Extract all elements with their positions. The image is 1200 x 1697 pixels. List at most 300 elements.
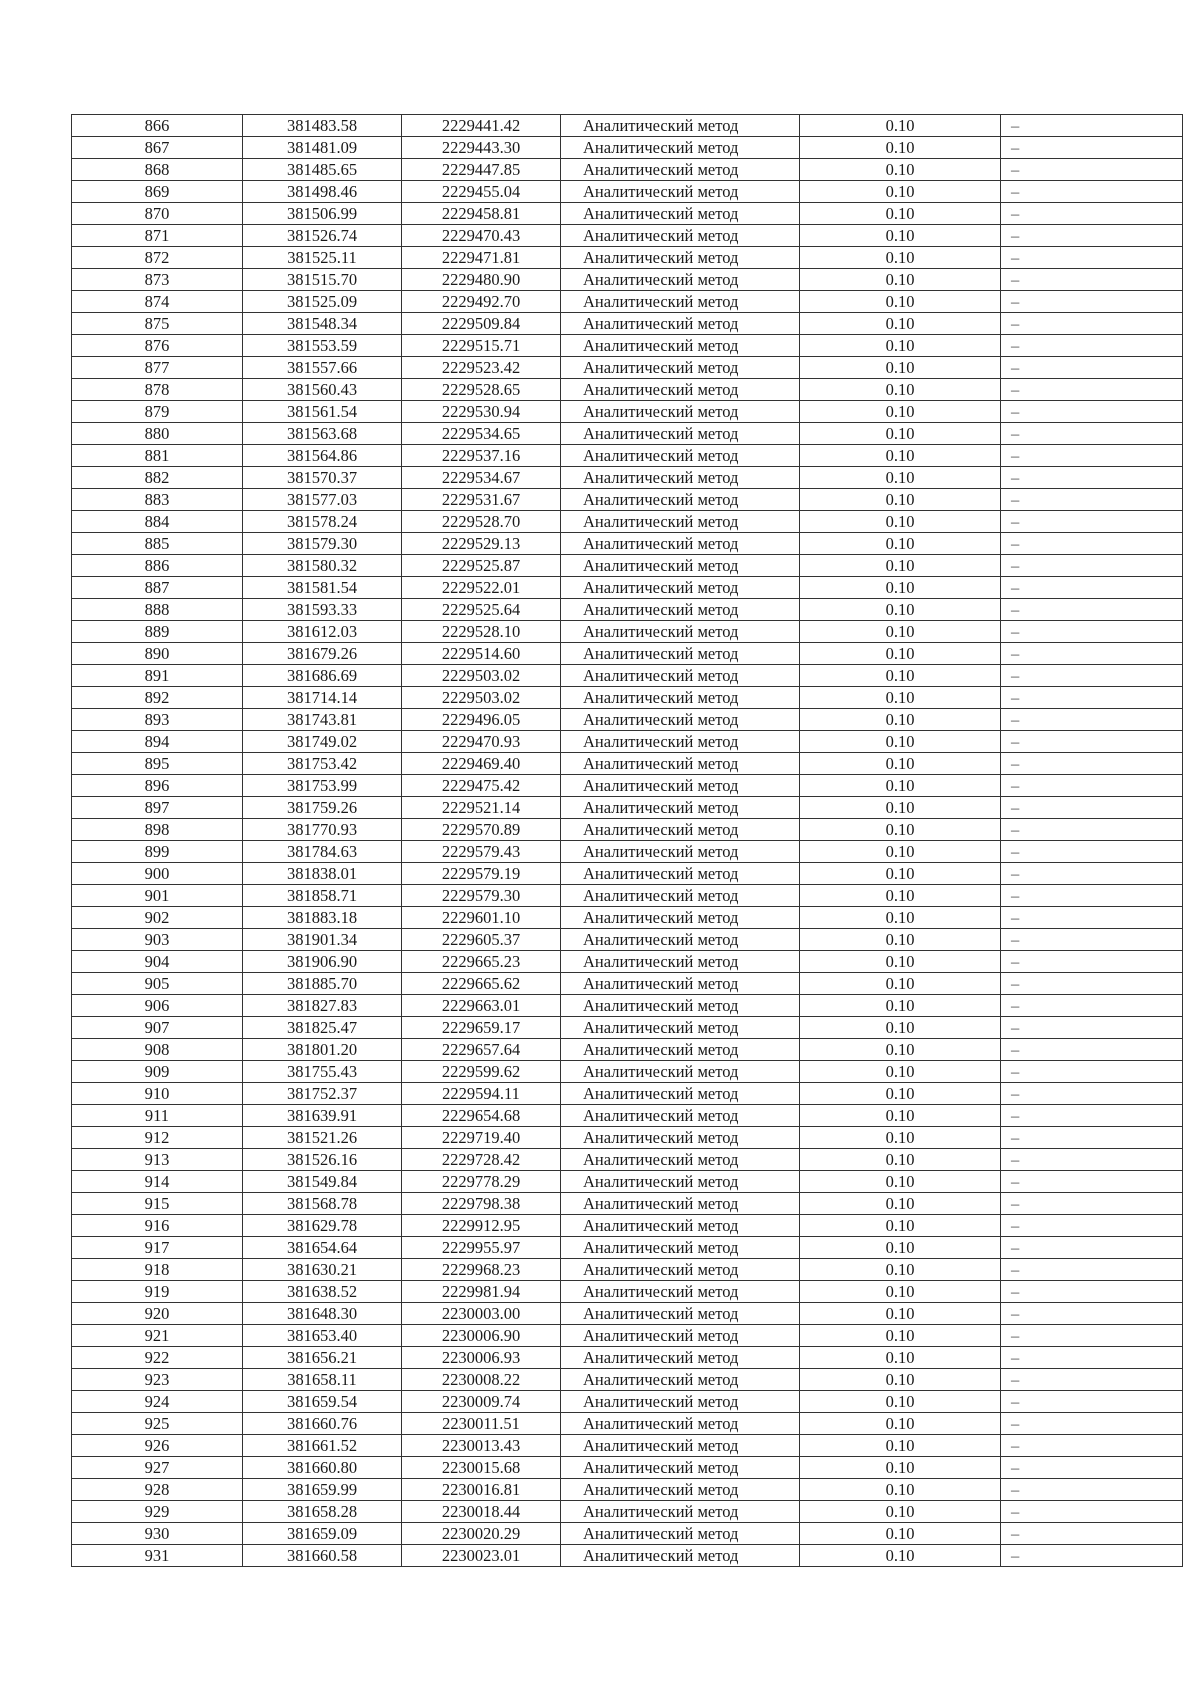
method-cell: Аналитический метод — [561, 1435, 800, 1457]
x-coordinate-cell: 381481.09 — [243, 137, 402, 159]
x-coordinate-cell: 381526.74 — [243, 225, 402, 247]
y-coordinate-cell: 2229441.42 — [402, 115, 561, 137]
method-cell: Аналитический метод — [561, 797, 800, 819]
x-coordinate-cell: 381648.30 — [243, 1303, 402, 1325]
accuracy-cell: 0.10 — [800, 1325, 1001, 1347]
y-coordinate-cell: 2229778.29 — [402, 1171, 561, 1193]
method-cell: Аналитический метод — [561, 445, 800, 467]
y-coordinate-cell: 2229594.11 — [402, 1083, 561, 1105]
note-cell: – — [1001, 1479, 1183, 1501]
table-row — [72, 1127, 1183, 1149]
point-number-cell: 905 — [72, 973, 243, 995]
method-cell: Аналитический метод — [561, 555, 800, 577]
note-cell: – — [1001, 1281, 1183, 1303]
point-number-cell: 919 — [72, 1281, 243, 1303]
method-cell: Аналитический метод — [561, 379, 800, 401]
table-row — [72, 577, 1183, 599]
note-cell: – — [1001, 1435, 1183, 1457]
method-cell: Аналитический метод — [561, 863, 800, 885]
accuracy-cell: 0.10 — [800, 511, 1001, 533]
note-cell: – — [1001, 1061, 1183, 1083]
x-coordinate-cell: 381660.58 — [243, 1545, 402, 1567]
table-row — [72, 1545, 1183, 1567]
accuracy-cell: 0.10 — [800, 995, 1001, 1017]
x-coordinate-cell: 381659.09 — [243, 1523, 402, 1545]
x-coordinate-cell: 381564.86 — [243, 445, 402, 467]
y-coordinate-cell: 2229605.37 — [402, 929, 561, 951]
point-number-cell: 916 — [72, 1215, 243, 1237]
note-cell: – — [1001, 1369, 1183, 1391]
note-cell: – — [1001, 621, 1183, 643]
x-coordinate-cell: 381679.26 — [243, 643, 402, 665]
x-coordinate-cell: 381577.03 — [243, 489, 402, 511]
note-cell: – — [1001, 995, 1183, 1017]
y-coordinate-cell: 2229534.65 — [402, 423, 561, 445]
point-number-cell: 923 — [72, 1369, 243, 1391]
y-coordinate-cell: 2229515.71 — [402, 335, 561, 357]
method-cell: Аналитический метод — [561, 1281, 800, 1303]
method-cell: Аналитический метод — [561, 159, 800, 181]
table-row — [72, 1413, 1183, 1435]
note-cell: – — [1001, 1171, 1183, 1193]
point-number-cell: 927 — [72, 1457, 243, 1479]
note-cell: – — [1001, 599, 1183, 621]
point-number-cell: 901 — [72, 885, 243, 907]
x-coordinate-cell: 381759.26 — [243, 797, 402, 819]
note-cell: – — [1001, 1149, 1183, 1171]
table-row — [72, 1347, 1183, 1369]
x-coordinate-cell: 381656.21 — [243, 1347, 402, 1369]
x-coordinate-cell: 381525.11 — [243, 247, 402, 269]
note-cell: – — [1001, 159, 1183, 181]
x-coordinate-cell: 381557.66 — [243, 357, 402, 379]
y-coordinate-cell: 2229530.94 — [402, 401, 561, 423]
note-cell: – — [1001, 1391, 1183, 1413]
accuracy-cell: 0.10 — [800, 1149, 1001, 1171]
point-number-cell: 924 — [72, 1391, 243, 1413]
x-coordinate-cell: 381661.52 — [243, 1435, 402, 1457]
method-cell: Аналитический метод — [561, 819, 800, 841]
y-coordinate-cell: 2229443.30 — [402, 137, 561, 159]
accuracy-cell: 0.10 — [800, 1171, 1001, 1193]
accuracy-cell: 0.10 — [800, 533, 1001, 555]
note-cell: – — [1001, 423, 1183, 445]
method-cell: Аналитический метод — [561, 709, 800, 731]
accuracy-cell: 0.10 — [800, 1281, 1001, 1303]
note-cell: – — [1001, 313, 1183, 335]
y-coordinate-cell: 2229534.67 — [402, 467, 561, 489]
x-coordinate-cell: 381653.40 — [243, 1325, 402, 1347]
accuracy-cell: 0.10 — [800, 1545, 1001, 1567]
table-row — [72, 1149, 1183, 1171]
point-number-cell: 896 — [72, 775, 243, 797]
y-coordinate-cell: 2229659.17 — [402, 1017, 561, 1039]
note-cell: – — [1001, 1193, 1183, 1215]
accuracy-cell: 0.10 — [800, 687, 1001, 709]
x-coordinate-cell: 381580.32 — [243, 555, 402, 577]
y-coordinate-cell: 2229665.23 — [402, 951, 561, 973]
point-number-cell: 921 — [72, 1325, 243, 1347]
point-number-cell: 902 — [72, 907, 243, 929]
x-coordinate-cell: 381827.83 — [243, 995, 402, 1017]
method-cell: Аналитический метод — [561, 181, 800, 203]
accuracy-cell: 0.10 — [800, 203, 1001, 225]
y-coordinate-cell: 2229470.43 — [402, 225, 561, 247]
x-coordinate-cell: 381593.33 — [243, 599, 402, 621]
table-row — [72, 181, 1183, 203]
method-cell: Аналитический метод — [561, 577, 800, 599]
accuracy-cell: 0.10 — [800, 555, 1001, 577]
table-row — [72, 1017, 1183, 1039]
note-cell: – — [1001, 379, 1183, 401]
point-number-cell: 925 — [72, 1413, 243, 1435]
y-coordinate-cell: 2229514.60 — [402, 643, 561, 665]
method-cell: Аналитический метод — [561, 1017, 800, 1039]
point-number-cell: 915 — [72, 1193, 243, 1215]
y-coordinate-cell: 2229981.94 — [402, 1281, 561, 1303]
point-number-cell: 875 — [72, 313, 243, 335]
y-coordinate-cell: 2229912.95 — [402, 1215, 561, 1237]
y-coordinate-cell: 2230013.43 — [402, 1435, 561, 1457]
y-coordinate-cell: 2230011.51 — [402, 1413, 561, 1435]
point-number-cell: 928 — [72, 1479, 243, 1501]
x-coordinate-cell: 381638.52 — [243, 1281, 402, 1303]
note-cell: – — [1001, 1105, 1183, 1127]
method-cell: Аналитический метод — [561, 1237, 800, 1259]
x-coordinate-cell: 381658.11 — [243, 1369, 402, 1391]
method-cell: Аналитический метод — [561, 643, 800, 665]
point-number-cell: 909 — [72, 1061, 243, 1083]
method-cell: Аналитический метод — [561, 313, 800, 335]
y-coordinate-cell: 2230006.90 — [402, 1325, 561, 1347]
x-coordinate-cell: 381753.42 — [243, 753, 402, 775]
y-coordinate-cell: 2229470.93 — [402, 731, 561, 753]
note-cell: – — [1001, 643, 1183, 665]
point-number-cell: 929 — [72, 1501, 243, 1523]
method-cell: Аналитический метод — [561, 1347, 800, 1369]
table-row — [72, 973, 1183, 995]
note-cell: – — [1001, 269, 1183, 291]
accuracy-cell: 0.10 — [800, 951, 1001, 973]
method-cell: Аналитический метод — [561, 841, 800, 863]
y-coordinate-cell: 2229469.40 — [402, 753, 561, 775]
accuracy-cell: 0.10 — [800, 973, 1001, 995]
table-row — [72, 247, 1183, 269]
accuracy-cell: 0.10 — [800, 797, 1001, 819]
y-coordinate-cell: 2229521.14 — [402, 797, 561, 819]
method-cell: Аналитический метод — [561, 335, 800, 357]
note-cell: – — [1001, 203, 1183, 225]
note-cell: – — [1001, 577, 1183, 599]
point-number-cell: 912 — [72, 1127, 243, 1149]
method-cell: Аналитический метод — [561, 753, 800, 775]
point-number-cell: 888 — [72, 599, 243, 621]
point-number-cell: 886 — [72, 555, 243, 577]
method-cell: Аналитический метод — [561, 621, 800, 643]
note-cell: – — [1001, 445, 1183, 467]
point-number-cell: 885 — [72, 533, 243, 555]
x-coordinate-cell: 381749.02 — [243, 731, 402, 753]
accuracy-cell: 0.10 — [800, 1413, 1001, 1435]
x-coordinate-cell: 381483.58 — [243, 115, 402, 137]
x-coordinate-cell: 381658.28 — [243, 1501, 402, 1523]
x-coordinate-cell: 381548.34 — [243, 313, 402, 335]
y-coordinate-cell: 2229599.62 — [402, 1061, 561, 1083]
table-row — [72, 225, 1183, 247]
x-coordinate-cell: 381660.76 — [243, 1413, 402, 1435]
accuracy-cell: 0.10 — [800, 643, 1001, 665]
x-coordinate-cell: 381553.59 — [243, 335, 402, 357]
accuracy-cell: 0.10 — [800, 247, 1001, 269]
accuracy-cell: 0.10 — [800, 1523, 1001, 1545]
y-coordinate-cell: 2230009.74 — [402, 1391, 561, 1413]
point-number-cell: 878 — [72, 379, 243, 401]
accuracy-cell: 0.10 — [800, 1435, 1001, 1457]
note-cell: – — [1001, 819, 1183, 841]
table-row — [72, 775, 1183, 797]
method-cell: Аналитический метод — [561, 1413, 800, 1435]
table-row — [72, 1215, 1183, 1237]
table-row — [72, 1193, 1183, 1215]
point-number-cell: 891 — [72, 665, 243, 687]
note-cell: – — [1001, 929, 1183, 951]
x-coordinate-cell: 381714.14 — [243, 687, 402, 709]
table-row — [72, 1391, 1183, 1413]
point-number-cell: 887 — [72, 577, 243, 599]
method-cell: Аналитический метод — [561, 1039, 800, 1061]
note-cell: – — [1001, 335, 1183, 357]
y-coordinate-cell: 2229537.16 — [402, 445, 561, 467]
coordinates-table — [71, 114, 1183, 1567]
point-number-cell: 926 — [72, 1435, 243, 1457]
method-cell: Аналитический метод — [561, 291, 800, 313]
x-coordinate-cell: 381485.65 — [243, 159, 402, 181]
method-cell: Аналитический метод — [561, 225, 800, 247]
x-coordinate-cell: 381858.71 — [243, 885, 402, 907]
table-row — [72, 115, 1183, 137]
point-number-cell: 884 — [72, 511, 243, 533]
method-cell: Аналитический метод — [561, 1479, 800, 1501]
point-number-cell: 903 — [72, 929, 243, 951]
accuracy-cell: 0.10 — [800, 489, 1001, 511]
accuracy-cell: 0.10 — [800, 225, 1001, 247]
x-coordinate-cell: 381563.68 — [243, 423, 402, 445]
table-row — [72, 1061, 1183, 1083]
note-cell: – — [1001, 291, 1183, 313]
y-coordinate-cell: 2229654.68 — [402, 1105, 561, 1127]
x-coordinate-cell: 381660.80 — [243, 1457, 402, 1479]
note-cell: – — [1001, 973, 1183, 995]
x-coordinate-cell: 381639.91 — [243, 1105, 402, 1127]
method-cell: Аналитический метод — [561, 401, 800, 423]
accuracy-cell: 0.10 — [800, 1479, 1001, 1501]
point-number-cell: 900 — [72, 863, 243, 885]
method-cell: Аналитический метод — [561, 511, 800, 533]
table-row — [72, 1501, 1183, 1523]
method-cell: Аналитический метод — [561, 599, 800, 621]
accuracy-cell: 0.10 — [800, 907, 1001, 929]
point-number-cell: 898 — [72, 819, 243, 841]
y-coordinate-cell: 2229798.38 — [402, 1193, 561, 1215]
method-cell: Аналитический метод — [561, 1193, 800, 1215]
table-row — [72, 467, 1183, 489]
method-cell: Аналитический метод — [561, 1083, 800, 1105]
table-row — [72, 753, 1183, 775]
x-coordinate-cell: 381561.54 — [243, 401, 402, 423]
x-coordinate-cell: 381629.78 — [243, 1215, 402, 1237]
table-row — [72, 1303, 1183, 1325]
accuracy-cell: 0.10 — [800, 313, 1001, 335]
y-coordinate-cell: 2229471.81 — [402, 247, 561, 269]
table-row — [72, 621, 1183, 643]
x-coordinate-cell: 381521.26 — [243, 1127, 402, 1149]
table-row — [72, 995, 1183, 1017]
point-number-cell: 913 — [72, 1149, 243, 1171]
point-number-cell: 890 — [72, 643, 243, 665]
point-number-cell: 866 — [72, 115, 243, 137]
note-cell: – — [1001, 511, 1183, 533]
accuracy-cell: 0.10 — [800, 1347, 1001, 1369]
point-number-cell: 908 — [72, 1039, 243, 1061]
x-coordinate-cell: 381801.20 — [243, 1039, 402, 1061]
table-row — [72, 1237, 1183, 1259]
table-row — [72, 137, 1183, 159]
accuracy-cell: 0.10 — [800, 1105, 1001, 1127]
point-number-cell: 874 — [72, 291, 243, 313]
y-coordinate-cell: 2229492.70 — [402, 291, 561, 313]
table-row — [72, 313, 1183, 335]
method-cell: Аналитический метод — [561, 907, 800, 929]
y-coordinate-cell: 2230016.81 — [402, 1479, 561, 1501]
note-cell: – — [1001, 863, 1183, 885]
accuracy-cell: 0.10 — [800, 1501, 1001, 1523]
table-row — [72, 819, 1183, 841]
y-coordinate-cell: 2229503.02 — [402, 687, 561, 709]
y-coordinate-cell: 2229475.42 — [402, 775, 561, 797]
y-coordinate-cell: 2229665.62 — [402, 973, 561, 995]
point-number-cell: 895 — [72, 753, 243, 775]
accuracy-cell: 0.10 — [800, 423, 1001, 445]
point-number-cell: 894 — [72, 731, 243, 753]
accuracy-cell: 0.10 — [800, 1215, 1001, 1237]
accuracy-cell: 0.10 — [800, 753, 1001, 775]
y-coordinate-cell: 2230023.01 — [402, 1545, 561, 1567]
note-cell: – — [1001, 225, 1183, 247]
y-coordinate-cell: 2229525.87 — [402, 555, 561, 577]
x-coordinate-cell: 381570.37 — [243, 467, 402, 489]
accuracy-cell: 0.10 — [800, 467, 1001, 489]
table-row — [72, 401, 1183, 423]
point-number-cell: 880 — [72, 423, 243, 445]
table-row — [72, 709, 1183, 731]
accuracy-cell: 0.10 — [800, 291, 1001, 313]
y-coordinate-cell: 2230020.29 — [402, 1523, 561, 1545]
point-number-cell: 922 — [72, 1347, 243, 1369]
table-row — [72, 379, 1183, 401]
table-row — [72, 1039, 1183, 1061]
x-coordinate-cell: 381525.09 — [243, 291, 402, 313]
method-cell: Аналитический метод — [561, 1523, 800, 1545]
table-row — [72, 665, 1183, 687]
point-number-cell: 899 — [72, 841, 243, 863]
y-coordinate-cell: 2230015.68 — [402, 1457, 561, 1479]
accuracy-cell: 0.10 — [800, 1369, 1001, 1391]
x-coordinate-cell: 381659.99 — [243, 1479, 402, 1501]
table-row — [72, 1435, 1183, 1457]
point-number-cell: 911 — [72, 1105, 243, 1127]
table-row — [72, 1479, 1183, 1501]
y-coordinate-cell: 2229601.10 — [402, 907, 561, 929]
point-number-cell: 889 — [72, 621, 243, 643]
table-row — [72, 1281, 1183, 1303]
y-coordinate-cell: 2230006.93 — [402, 1347, 561, 1369]
point-number-cell: 907 — [72, 1017, 243, 1039]
point-number-cell: 868 — [72, 159, 243, 181]
y-coordinate-cell: 2229496.05 — [402, 709, 561, 731]
accuracy-cell: 0.10 — [800, 137, 1001, 159]
accuracy-cell: 0.10 — [800, 1083, 1001, 1105]
accuracy-cell: 0.10 — [800, 181, 1001, 203]
point-number-cell: 883 — [72, 489, 243, 511]
y-coordinate-cell: 2229728.42 — [402, 1149, 561, 1171]
table-row — [72, 599, 1183, 621]
note-cell: – — [1001, 181, 1183, 203]
table-row — [72, 687, 1183, 709]
method-cell: Аналитический метод — [561, 973, 800, 995]
note-cell: – — [1001, 1501, 1183, 1523]
accuracy-cell: 0.10 — [800, 863, 1001, 885]
note-cell: – — [1001, 401, 1183, 423]
note-cell: – — [1001, 665, 1183, 687]
table-row — [72, 533, 1183, 555]
note-cell: – — [1001, 555, 1183, 577]
point-number-cell: 872 — [72, 247, 243, 269]
method-cell: Аналитический метод — [561, 533, 800, 555]
point-number-cell: 906 — [72, 995, 243, 1017]
x-coordinate-cell: 381883.18 — [243, 907, 402, 929]
point-number-cell: 917 — [72, 1237, 243, 1259]
accuracy-cell: 0.10 — [800, 929, 1001, 951]
table-row — [72, 357, 1183, 379]
table-row — [72, 1369, 1183, 1391]
table-row — [72, 643, 1183, 665]
x-coordinate-cell: 381755.43 — [243, 1061, 402, 1083]
note-cell: – — [1001, 115, 1183, 137]
table-row — [72, 511, 1183, 533]
x-coordinate-cell: 381579.30 — [243, 533, 402, 555]
table-row — [72, 1083, 1183, 1105]
method-cell: Аналитический метод — [561, 951, 800, 973]
table-row — [72, 885, 1183, 907]
y-coordinate-cell: 2229455.04 — [402, 181, 561, 203]
table-row — [72, 929, 1183, 951]
y-coordinate-cell: 2229528.70 — [402, 511, 561, 533]
y-coordinate-cell: 2229570.89 — [402, 819, 561, 841]
y-coordinate-cell: 2229522.01 — [402, 577, 561, 599]
table-row — [72, 291, 1183, 313]
table-row — [72, 335, 1183, 357]
x-coordinate-cell: 381784.63 — [243, 841, 402, 863]
method-cell: Аналитический метод — [561, 885, 800, 907]
note-cell: – — [1001, 1303, 1183, 1325]
note-cell: – — [1001, 1039, 1183, 1061]
accuracy-cell: 0.10 — [800, 401, 1001, 423]
point-number-cell: 867 — [72, 137, 243, 159]
x-coordinate-cell: 381630.21 — [243, 1259, 402, 1281]
x-coordinate-cell: 381581.54 — [243, 577, 402, 599]
accuracy-cell: 0.10 — [800, 665, 1001, 687]
method-cell: Аналитический метод — [561, 995, 800, 1017]
